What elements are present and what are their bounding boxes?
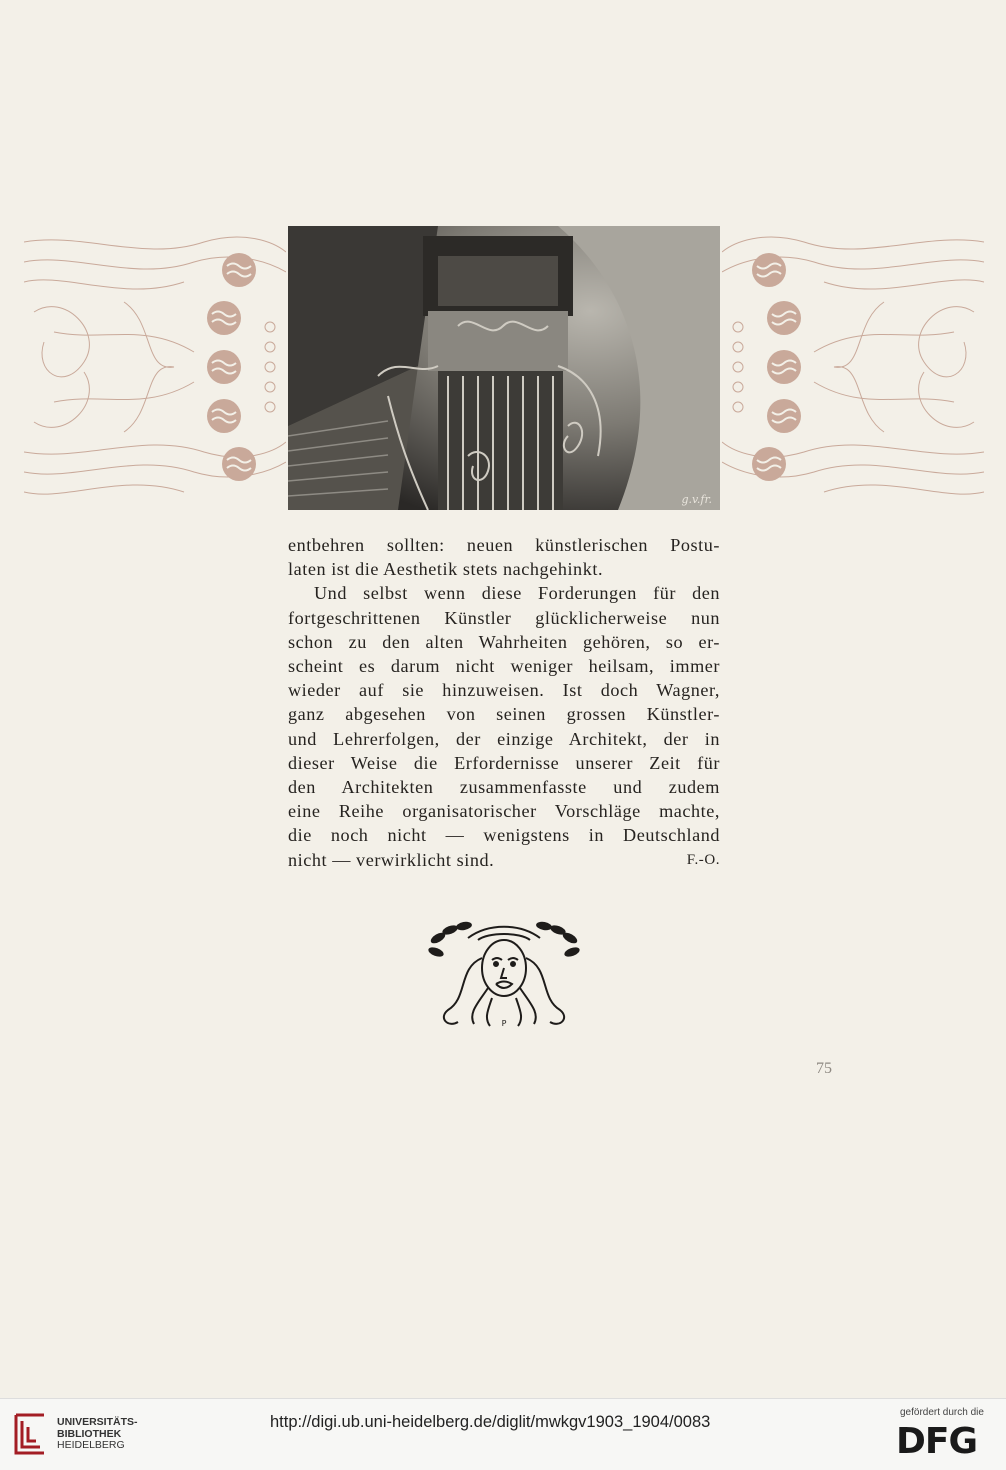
funded-by-label: gefördert durch die (900, 1407, 984, 1418)
text-line: Und selbst wenn diese Forderungen für den (314, 583, 720, 604)
text-line: entbehren sollten: neuen künstlerischen Postu- (288, 535, 720, 555)
library-name-line: HEIDELBERG (57, 1439, 125, 1451)
permalink-url[interactable]: http://digi.ub.uni-heidelberg.de/diglit/mwkgv1903_1904/0083 (270, 1413, 711, 1431)
text-line: wieder auf sie hinzuweisen. Ist doch Wagner, (288, 680, 720, 701)
page-number: 75 (816, 1060, 832, 1077)
text-line: eine Reihe organisatorischer Vorschläge machte, (288, 801, 720, 822)
text-line: und Lehrerfolgen, der einzige Architekt, der in (288, 728, 720, 749)
library-logo-icon (10, 1411, 50, 1457)
text-line: die noch nicht — wenigstens in Deutschland (288, 825, 720, 846)
footer-bar (0, 1398, 1006, 1470)
dfg-logo: DFG (896, 1421, 978, 1462)
library-name (57, 1417, 138, 1452)
text-line: dieser Weise die Erfordernisse unserer Zeit für (288, 752, 720, 773)
left-floral-ornament (24, 222, 286, 512)
svg-text:P: P (501, 1019, 507, 1028)
staircase-photograph (288, 226, 720, 510)
text-line: schon zu den alten Wahrheiten gehören, so er- (288, 631, 720, 652)
mask-laurel-vignette (428, 918, 580, 1030)
text-line: laten ist die Aesthetik stets nachgehinkt. (288, 559, 604, 580)
article-text (288, 533, 720, 872)
right-floral-ornament (722, 222, 984, 512)
text-line: den Architekten zusammenfasste und zudem (288, 777, 720, 798)
library-name-line: BIBLIOTHEK (57, 1427, 122, 1440)
author-initials: F.-O. (686, 851, 720, 868)
text-line: ganz abgesehen von seinen grossen Künstler- (288, 704, 720, 725)
library-name-line: UNIVERSITÄTS- (57, 1416, 138, 1428)
text-line: scheint es darum nicht weniger heilsam, immer (288, 656, 720, 677)
photo-signature: g.v.fr. (681, 493, 712, 506)
text-line: nicht — verwirklicht sind. (288, 849, 495, 870)
text-line: fortgeschrittenen Künstler glücklicherweise nun (288, 607, 720, 628)
last-line (288, 848, 720, 872)
